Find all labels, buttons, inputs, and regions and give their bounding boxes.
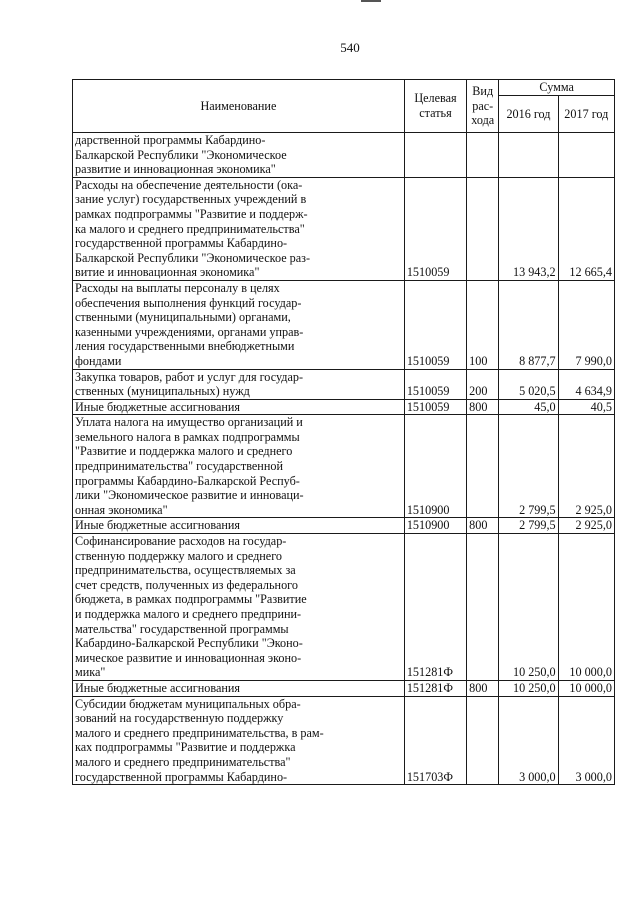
row-2017-value-cell: 2 925,0 [558, 415, 614, 518]
table-row [73, 280, 615, 369]
row-2017-value-cell: 2 925,0 [558, 518, 614, 534]
row-target-article-cell: 1510059 [404, 177, 466, 280]
row-target-article-cell: 1510059 [404, 369, 466, 399]
row-2016-value-cell: 8 877,7 [499, 280, 558, 369]
row-expense-type-cell [467, 133, 499, 178]
table-header [73, 80, 615, 133]
header-name: Наименование [73, 80, 405, 133]
table-row [73, 369, 615, 399]
row-target-article-cell: 151281Ф [404, 680, 466, 696]
row-expense-type-cell [467, 696, 499, 785]
row-name-cell: Субсидии бюджетам муниципальных обра- зований на государственную поддержку малого и среднего предпринимательства, в рам- ках подпрограммы "Развитие и поддержка малого и среднего предпринимательства" государственной программы Кабардино- [73, 696, 405, 785]
row-expense-type-cell: 200 [467, 369, 499, 399]
row-expense-type-cell [467, 534, 499, 681]
header-target-article: Целевая статья [404, 80, 466, 133]
row-2016-value-cell [499, 133, 558, 178]
row-name-cell: дарственной программы Кабардино- Балкарской Республики "Экономическое развитие и инновационная экономика" [73, 133, 405, 178]
row-2017-value-cell: 7 990,0 [558, 280, 614, 369]
row-name-cell: Софинансирование расходов на государ- ственную поддержку малого и среднего предпринимательства, осуществляемых за счет средств, полученных из федерального бюджета, в рамках подпрограммы "Развитие и поддержка малого и среднего предприни- мательства" государственной программы Кабардино-Балкарской Республики "Эконо- мическое развитие и инновационная эконо- мика" [73, 534, 405, 681]
row-target-article-cell: 151703Ф [404, 696, 466, 785]
header-year-2016: 2016 год [499, 96, 558, 133]
row-name-cell: Иные бюджетные ассигнования [73, 518, 405, 534]
page-number: 540 [340, 40, 360, 55]
row-target-article-cell: 1510900 [404, 415, 466, 518]
row-2016-value-cell: 10 250,0 [499, 534, 558, 681]
table-row [73, 399, 615, 415]
table-row [73, 518, 615, 534]
row-2017-value-cell [558, 133, 614, 178]
row-target-article-cell: 1510059 [404, 280, 466, 369]
table-row [73, 696, 615, 785]
header-expense-type: Вид рас-хода [467, 80, 499, 133]
row-target-article-cell: 151281Ф [404, 534, 466, 681]
row-name-cell: Иные бюджетные ассигнования [73, 680, 405, 696]
row-2017-value-cell: 3 000,0 [558, 696, 614, 785]
row-2016-value-cell: 3 000,0 [499, 696, 558, 785]
row-2016-value-cell: 45,0 [499, 399, 558, 415]
row-name-cell: Закупка товаров, работ и услуг для государ- ственных (муниципальных) нужд [73, 369, 405, 399]
table-row [73, 133, 615, 178]
table-row [73, 534, 615, 681]
table-row [73, 415, 615, 518]
table-body [73, 133, 615, 785]
header-year-2017: 2017 год [558, 96, 614, 133]
table-row [73, 680, 615, 696]
row-2017-value-cell: 10 000,0 [558, 534, 614, 681]
row-expense-type-cell: 800 [467, 680, 499, 696]
row-2016-value-cell: 2 799,5 [499, 415, 558, 518]
row-target-article-cell [404, 133, 466, 178]
row-2016-value-cell: 5 020,5 [499, 369, 558, 399]
row-name-cell: Уплата налога на имущество организаций и земельного налога в рамках подпрограммы "Развитие и поддержка малого и среднего предпринимательства" государственной программы Кабардино-Балкарской Респуб- лики "Экономическое развитие и инноваци- онная экономика" [73, 415, 405, 518]
row-name-cell: Расходы на обеспечение деятельности (ока- зание услуг) государственных учреждений в рамках подпрограммы "Развитие и поддерж- ка малого и среднего предпринимательства" государственной программы Кабардино- Балкарской Республики "Экономическое раз- витие и инновационная экономика" [73, 177, 405, 280]
row-2017-value-cell: 12 665,4 [558, 177, 614, 280]
row-2016-value-cell: 10 250,0 [499, 680, 558, 696]
budget-table [72, 79, 615, 785]
scan-artifact-mark [361, 0, 381, 6]
row-expense-type-cell [467, 177, 499, 280]
row-expense-type-cell: 800 [467, 399, 499, 415]
row-2017-value-cell: 40,5 [558, 399, 614, 415]
row-expense-type-cell [467, 415, 499, 518]
row-2017-value-cell: 4 634,9 [558, 369, 614, 399]
row-target-article-cell: 1510059 [404, 399, 466, 415]
header-sum: Сумма [499, 80, 615, 96]
row-2016-value-cell: 2 799,5 [499, 518, 558, 534]
row-expense-type-cell: 100 [467, 280, 499, 369]
row-2017-value-cell: 10 000,0 [558, 680, 614, 696]
row-name-cell: Расходы на выплаты персоналу в целях обеспечения выполнения функций государ- ственными (муниципальными) органами, казенными учреждениями, органами управ- ления государственными внебюджетными фондами [73, 280, 405, 369]
row-target-article-cell: 1510900 [404, 518, 466, 534]
table-row [73, 177, 615, 280]
row-name-cell: Иные бюджетные ассигнования [73, 399, 405, 415]
row-2016-value-cell: 13 943,2 [499, 177, 558, 280]
row-expense-type-cell: 800 [467, 518, 499, 534]
